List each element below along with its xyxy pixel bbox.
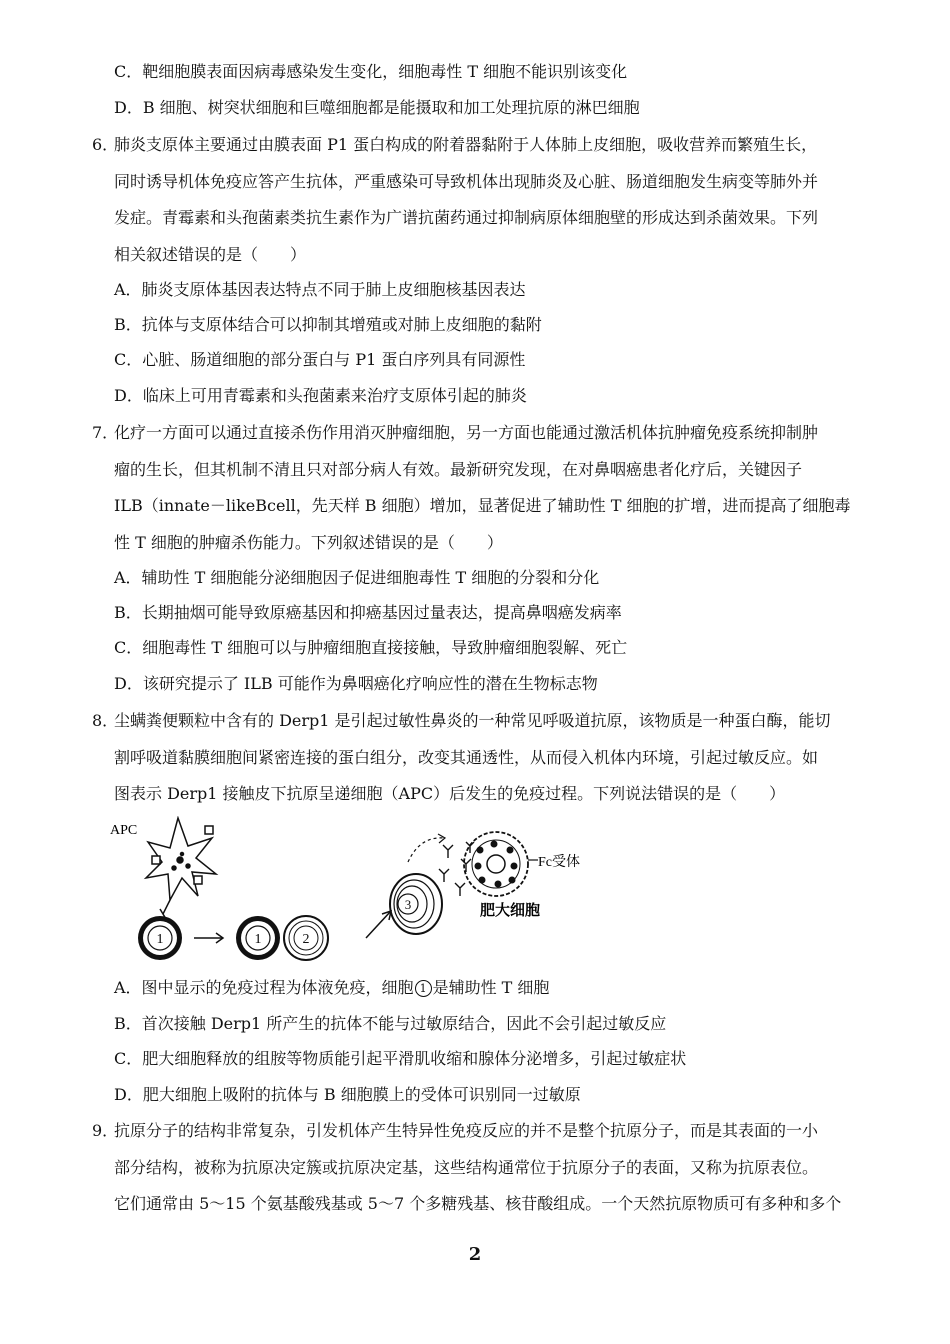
q6-stem-line-3: 发症。青霉素和头孢菌素类抗生素作为广谱抗菌药通过抑制病原体细胞壁的形成达到杀菌效果。下列 <box>114 208 819 227</box>
q8-option-a: A．图中显示的免疫过程为体液免疫，细胞 1 是辅助性 T 细胞 <box>114 978 550 997</box>
q8-option-d: D．肥大细胞上吸附的抗体与 B 细胞膜上的受体可识别同一过敏原 <box>114 1085 581 1104</box>
immune-process-figure <box>108 816 588 966</box>
cell-2-label: 2 <box>302 932 310 947</box>
mast-cell-label: 肥大细胞 <box>480 903 541 919</box>
fc-receptor-label: Fc受体 <box>538 855 580 870</box>
mast-cell <box>464 832 528 896</box>
q7-option-a: A．辅助性 T 细胞能分泌细胞因子促进细胞毒性 T 细胞的分裂和分化 <box>114 568 600 587</box>
cell-1-label: 1 <box>156 932 164 947</box>
cell-3 <box>390 874 442 934</box>
q7-option-d: D．该研究提示了 ILB 可能作为鼻咽癌化疗响应性的潜在生物标志物 <box>114 674 598 693</box>
q9-number: 9． <box>92 1121 119 1140</box>
q8-stem-line-3: 图表示 Derp1 接触皮下抗原呈递细胞（APC）后发生的免疫过程。下列说法错误的是（ ） <box>114 784 786 803</box>
q6-option-b: B．抗体与支原体结合可以抑制其增殖或对肺上皮细胞的黏附 <box>114 315 542 334</box>
q8-stem-line-2: 割呼吸道黏膜细胞间紧密连接的蛋白组分，改变其通透性，从而侵入机体内环境，引起过敏反应。如 <box>114 748 819 767</box>
q6-stem-line-4: 相关叙述错误的是（ ） <box>114 245 307 264</box>
q8-option-b: B．首次接触 Derp1 所产生的抗体不能与过敏原结合，因此不会引起过敏反应 <box>114 1014 667 1033</box>
cell-3-label: 3 <box>404 897 412 912</box>
cell-1-circled-number: 1 <box>415 980 432 997</box>
q8-option-c: C．肥大细胞释放的组胺等物质能引起平滑肌收缩和腺体分泌增多，引起过敏症状 <box>114 1049 687 1068</box>
cell-1-first <box>138 916 182 960</box>
q6-stem-line-1: 6．肺炎支原体主要通过由膜表面 P1 蛋白构成的附着器黏附于人体肺上皮细胞，吸收营养而繁殖生长， <box>92 135 818 154</box>
q9-stem-line-3: 它们通常由 5～15 个氨基酸残基或 5～7 个多糖残基、核苷酸组成。一个天然抗原物质可有多种和多个 <box>114 1194 842 1213</box>
q9-stem-line-1: 9．抗原分子的结构非常复杂，引发机体产生特异性免疫反应的并不是整个抗原分子，而是其表面的一小 <box>92 1121 819 1140</box>
q6-option-d: D．临床上可用青霉素和头孢菌素来治疗支原体引起的肺炎 <box>114 386 527 405</box>
q7-stem-line-4: 性 T 细胞的肿瘤杀伤能力。下列叙述错误的是（ ） <box>114 533 503 552</box>
q6-option-c: C．心脏、肠道细胞的部分蛋白与 P1 蛋白序列具有同源性 <box>114 350 526 369</box>
q7-stem-line-3: ILB（innate－likeBcell，先天样 B 细胞）增加，显著促进了辅助性 T 细胞的扩增，进而提高了细胞毒 <box>114 496 851 515</box>
apc-label: APC <box>110 823 138 838</box>
cell-2 <box>284 916 328 960</box>
cell-1-second-label: 1 <box>254 932 262 947</box>
q5-option-d: D．B 细胞、树突状细胞和巨噬细胞都是能摄取和加工处理抗原的淋巴细胞 <box>114 98 640 117</box>
q7-stem-line-2: 瘤的生长，但其机制不清且只对部分病人有效。最新研究发现，在对鼻咽癌患者化疗后，关键因子 <box>114 460 803 479</box>
arrow-1 <box>194 933 223 943</box>
q6-number: 6． <box>92 135 119 154</box>
cell-1-second <box>236 916 280 960</box>
arrow-2 <box>366 911 391 938</box>
q7-option-c: C．细胞毒性 T 细胞可以与肿瘤细胞直接接触，导致肿瘤细胞裂解、死亡 <box>114 638 628 657</box>
secretion-arrow <box>408 838 444 862</box>
page-number: 2 <box>468 1244 482 1265</box>
q5-option-c: C．靶细胞膜表面因病毒感染发生变化，细胞毒性 T 细胞不能识别该变化 <box>114 62 628 81</box>
q6-stem-line-2: 同时诱导机体免疫应答产生抗体，严重感染可导致机体出现肺炎及心脏、肠道细胞发生病变等肺外并 <box>114 172 819 191</box>
q6-option-a: A．肺炎支原体基因表达特点不同于肺上皮细胞核基因表达 <box>114 280 526 299</box>
apc-cell <box>146 818 216 919</box>
antibodies <box>439 842 474 896</box>
q8-number: 8． <box>92 711 119 730</box>
q8-stem-line-1: 8．尘螨粪便颗粒中含有的 Derp1 是引起过敏性鼻炎的一种常见呼吸道抗原，该物质是一种蛋白酶，能切 <box>92 711 831 730</box>
q9-stem-line-2: 部分结构，被称为抗原决定簇或抗原决定基，这些结构通常位于抗原分子的表面，又称为抗原表位。 <box>114 1158 819 1177</box>
q7-number: 7． <box>92 423 119 442</box>
q7-option-b: B．长期抽烟可能导致原癌基因和抑癌基因过量表达，提高鼻咽癌发病率 <box>114 603 622 622</box>
q7-stem-line-1: 7．化疗一方面可以通过直接杀伤作用消灭肿瘤细胞，另一方面也能通过激活机体抗肿瘤免疫系统抑制肿 <box>92 423 819 442</box>
